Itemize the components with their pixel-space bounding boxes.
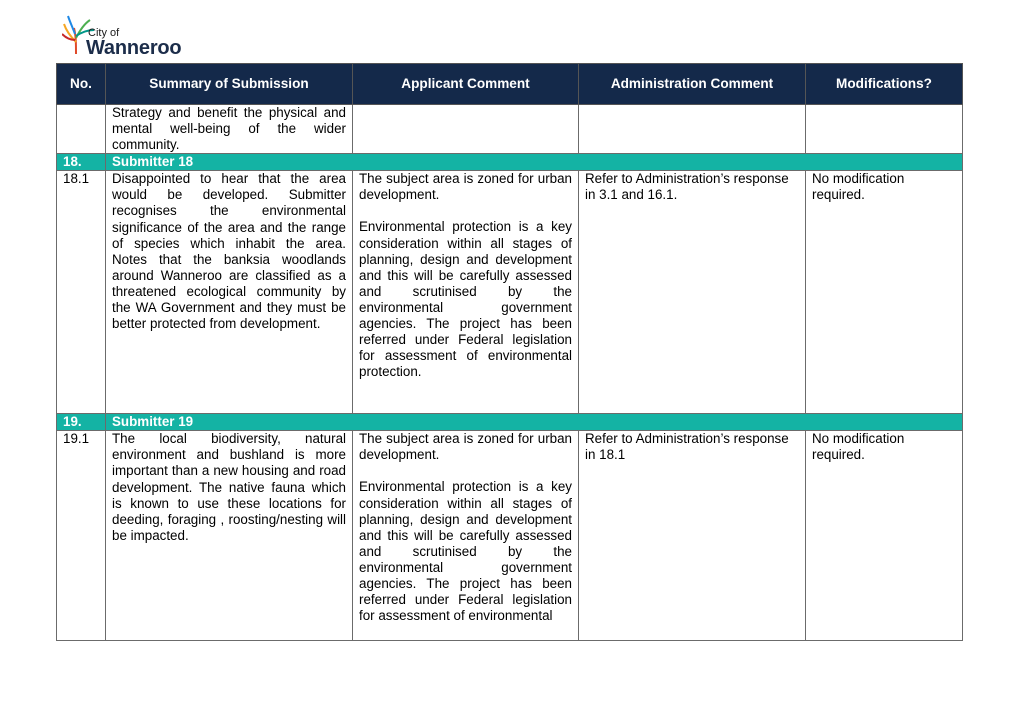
cell-modifications: No modification required.: [806, 171, 963, 414]
section-row-submitter-19: [57, 414, 963, 431]
section-number: 18.: [57, 154, 106, 171]
cell-modifications: [806, 105, 963, 154]
cell-no: 18.1: [57, 171, 106, 414]
table-row: [57, 171, 963, 414]
header-no: No.: [57, 64, 106, 105]
cell-no: [57, 105, 106, 154]
cell-applicant: [353, 431, 579, 641]
applicant-paragraph: The subject area is zoned for urban development.: [359, 431, 572, 463]
applicant-paragraph: The subject area is zoned for urban development.: [359, 171, 572, 203]
table-header-row: [57, 64, 963, 105]
cell-summary: The local biodiversity, natural environment and bushland is more important than a new housing and road development. The native fauna which is known to use these locations for deeding, foraging , roosting/nesting will be impacted.: [106, 431, 353, 641]
cell-applicant: [353, 171, 579, 414]
cell-summary: Disappointed to hear that the area would be developed. Submitter recognises the environmental significance of the area and the range of species which inhabit the area. Notes that the banksia woodlands around Wanneroo are classified as a threatened ecological community by the WA Government and they must be better protected from development.: [106, 171, 353, 414]
section-title: Submitter 18: [106, 154, 963, 171]
section-number: 19.: [57, 414, 106, 431]
city-logo: [62, 14, 202, 60]
applicant-paragraph: Environmental protection is a key consideration within all stages of planning, design and development and this will be carefully assessed and scrutinised by the environmental government agencies. The project has been referred under Federal legislation for assessment of environmental: [359, 479, 572, 624]
cell-applicant: [353, 105, 579, 154]
cell-modifications: No modification required.: [806, 431, 963, 641]
section-title: Submitter 19: [106, 414, 963, 431]
header-summary: Summary of Submission: [106, 64, 353, 105]
header-applicant: Applicant Comment: [353, 64, 579, 105]
logo-name-text: Wanneroo: [86, 37, 182, 59]
cell-summary: Strategy and benefit the physical and mental well-being of the wider community.: [106, 105, 353, 154]
cell-administration: Refer to Administration’s response in 18.1: [579, 431, 806, 641]
table-row: [57, 431, 963, 641]
header-administration: Administration Comment: [579, 64, 806, 105]
cell-administration: [579, 105, 806, 154]
table-row: [57, 105, 963, 154]
logo-city-text: City of: [88, 27, 120, 39]
header-modifications: Modifications?: [806, 64, 963, 105]
submissions-table: [56, 63, 963, 641]
section-row-submitter-18: [57, 154, 963, 171]
cell-administration: Refer to Administration’s response in 3.1 and 16.1.: [579, 171, 806, 414]
cell-no: 19.1: [57, 431, 106, 641]
applicant-paragraph: Environmental protection is a key consideration within all stages of planning, design and development and this will be carefully assessed and scrutinised by the environmental government agencies. The project has been referred under Federal legislation for assessment of environmental protection.: [359, 219, 572, 380]
